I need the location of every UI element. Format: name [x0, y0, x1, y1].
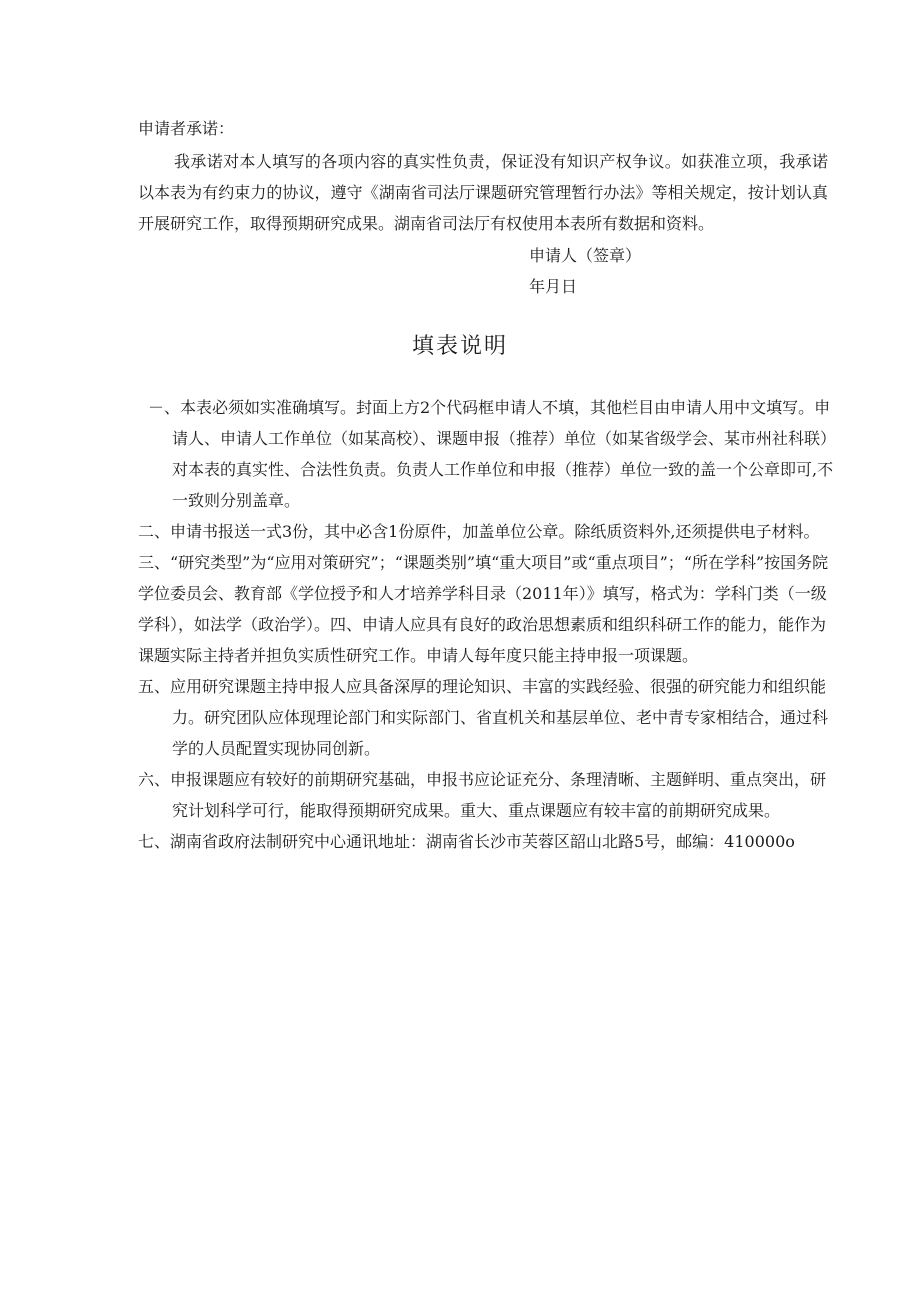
instruction-item-1: －、本表必须如实准确填写。封面上方2个代码框申请人不填，其他栏目由申请人用中文填写。申请人、申请人工作单位（如某高校）、课题申报（推荐）单位（如某省级学会、某市州社科联）对本表的真实性、合法性负责。负责人工作单位和申报（推荐）单位一致的盖一个公章即可,不一致则分别盖章。: [148, 398, 837, 510]
instruction-item-7: 七、湖南省政府法制研究中心通讯地址：湖南省长沙市芙蓉区韶山北路5号，邮编：410000o: [138, 832, 795, 851]
instruction-item-6: 六、申报课题应有较好的前期研究基础，申报书应论证充分、条理清晰、主题鲜明、重点突出，研究计划科学可行，能取得预期研究成果。重大、重点课题应有较丰富的前期研究成果。: [138, 770, 827, 820]
pledge-body: 我承诺对本人填写的各项内容的真实性负责，保证没有知识产权争议。如获准立项，我承诺以本表为有约束力的协议，遵守《湖南省司法厅课题研究管理暂行办法》等相关规定，按计划认真开展研究工作，取得预期研究成果。湖南省司法厅有权使用本表所有数据和资料。: [138, 152, 828, 233]
instruction-item-5: 五、应用研究课题主持申报人应具备深厚的理论知识、丰富的实践经验、很强的研究能力和组织能力。研究团队应体现理论部门和实际部门、省直机关和基层单位、老中青专家相结合，通过科学的人员配置实现协同创新。: [138, 677, 829, 758]
signature-block: [529, 240, 641, 302]
instructions-title: 填表说明: [411, 334, 508, 359]
instruction-item-2: 二、申请书报送一式3份，其中必含1份原件，加盖单位公章。除纸质资料外,还须提供电子材料。: [138, 522, 820, 541]
signature-label: 申请人（签章）: [529, 246, 642, 265]
instructions-list: [138, 392, 838, 857]
pledge-heading: 申请者承诺：: [138, 119, 235, 138]
date-label: 年月日: [529, 277, 578, 296]
instruction-item-3: 三、“研究类型”为“应用对策研究”；“课题类别”填“重大项目”或“重点项目”；“所在学科”按国务院学位委员会、教育部《学位授予和人才培养学科目录（2011年）》填写，格式为：学科门类（一级学科），如法学（政治学）。四、申请人应具有良好的政治思想素质和组织科研工作的能力，能作为课题实际主持者并担负实质性研究工作。申请人每年度只能主持申报一项课题。: [138, 553, 829, 665]
